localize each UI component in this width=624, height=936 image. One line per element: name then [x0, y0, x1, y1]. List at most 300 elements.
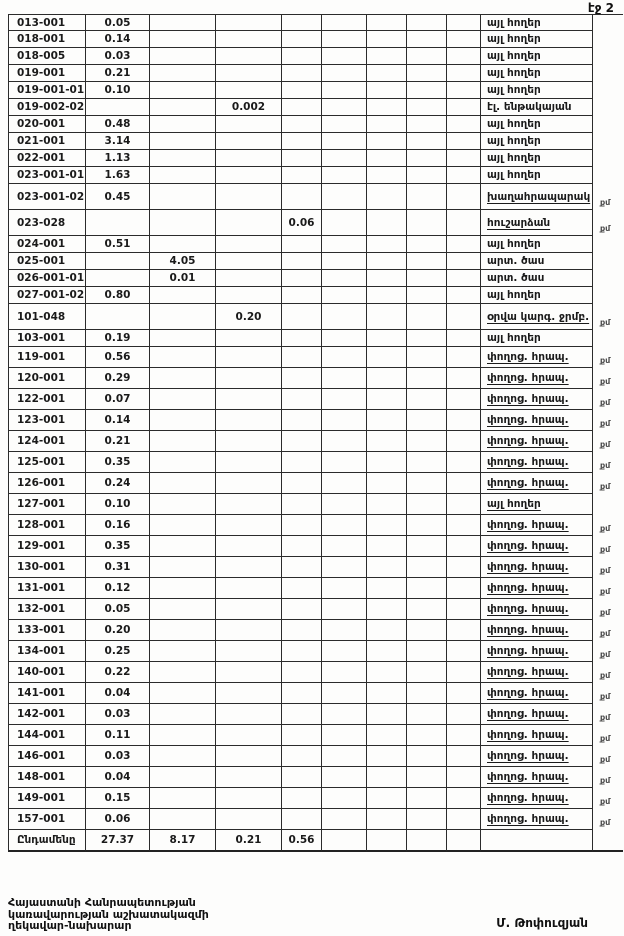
parcel-code-cell: 142-001: [8, 704, 86, 725]
edge-note: [593, 48, 623, 65]
empty-cell: [367, 767, 407, 788]
land-use-label-cell: այլ հողեր: [481, 236, 593, 253]
area-col5-cell: [282, 133, 322, 150]
area-col5-cell: [282, 767, 322, 788]
area-col4-cell: [216, 236, 282, 253]
table-row: [8, 746, 624, 767]
land-use-label-cell: այլ հողեր: [481, 65, 593, 82]
total-col4-cell: 0.21: [216, 830, 282, 852]
empty-cell: [322, 82, 367, 99]
area-col5-cell: [282, 536, 322, 557]
area-col2-cell: 0.03: [86, 704, 150, 725]
empty-cell: [367, 809, 407, 830]
table-row: [8, 410, 624, 431]
area-col5-cell: [282, 641, 322, 662]
edge-note: [593, 236, 623, 253]
land-use-label-cell: փողոց. հրապ.: [481, 347, 593, 368]
table-row: [8, 725, 624, 746]
area-col4-cell: [216, 683, 282, 704]
area-col4-cell: [216, 184, 282, 210]
area-col5-cell: [282, 150, 322, 167]
area-col5-cell: [282, 809, 322, 830]
table-row: [8, 82, 624, 99]
empty-cell: [322, 641, 367, 662]
area-col5-cell: [282, 620, 322, 641]
area-col2-cell: [86, 270, 150, 287]
edge-note: քմ: [600, 545, 611, 554]
land-use-label-cell: այլ հողեր: [481, 31, 593, 48]
land-use-label-cell: փողոց. հրապ.: [481, 368, 593, 389]
table-total-row: [8, 830, 624, 852]
area-col3-cell: [150, 767, 216, 788]
parcel-code-cell: 146-001: [8, 746, 86, 767]
area-col4-cell: [216, 431, 282, 452]
edge-note: [593, 31, 623, 48]
empty-cell: [447, 410, 481, 431]
empty-cell: [367, 304, 407, 330]
table-row: [8, 167, 624, 184]
empty-cell: [407, 662, 447, 683]
empty-cell: [407, 150, 447, 167]
edge-note: [593, 65, 623, 82]
table-row: [8, 236, 624, 253]
land-use-label-cell: այլ հողեր: [481, 48, 593, 65]
empty-cell: [322, 452, 367, 473]
empty-cell: [447, 599, 481, 620]
area-col2-cell: [86, 210, 150, 236]
empty-cell: [447, 253, 481, 270]
area-col5-cell: [282, 389, 322, 410]
area-col2-cell: 0.29: [86, 368, 150, 389]
area-col4-cell: [216, 14, 282, 31]
edge-note: քմ: [600, 692, 611, 701]
area-col4-cell: [216, 536, 282, 557]
empty-cell: [367, 515, 407, 536]
area-col3-cell: [150, 662, 216, 683]
table-row: [8, 494, 624, 515]
area-col3-cell: [150, 704, 216, 725]
empty-cell: [407, 287, 447, 304]
table-row: [8, 662, 624, 683]
land-use-label-cell: փողոց. հրապ.: [481, 578, 593, 599]
area-col3-cell: [150, 330, 216, 347]
empty-cell: [322, 809, 367, 830]
area-col5-cell: [282, 515, 322, 536]
empty-cell: [447, 515, 481, 536]
parcel-code-cell: 021-001: [8, 133, 86, 150]
parcel-code-cell: 027-001-02: [8, 287, 86, 304]
empty-cell: [322, 704, 367, 725]
area-col4-cell: [216, 578, 282, 599]
empty-cell: [407, 210, 447, 236]
parcel-code-cell: 103-001: [8, 330, 86, 347]
edge-note: [593, 167, 623, 184]
area-col2-cell: 0.45: [86, 184, 150, 210]
area-col4-cell: [216, 452, 282, 473]
land-use-label-cell: փողոց. հրապ.: [481, 515, 593, 536]
empty-cell: [322, 620, 367, 641]
empty-cell: [367, 14, 407, 31]
parcel-code-cell: 013-001: [8, 14, 86, 31]
area-col2-cell: 0.56: [86, 347, 150, 368]
empty-cell: [367, 473, 407, 494]
area-col4-cell: [216, 210, 282, 236]
empty-cell: [322, 536, 367, 557]
area-col2-cell: 0.19: [86, 330, 150, 347]
empty-cell: [322, 133, 367, 150]
land-use-label-cell: փողոց. հրապ.: [481, 683, 593, 704]
parcel-code-cell: 019-002-02: [8, 99, 86, 116]
empty-cell: [447, 304, 481, 330]
total-empty-cell: [481, 830, 593, 852]
edge-note: քմ: [600, 713, 611, 722]
parcel-code-cell: 023-001-01: [8, 167, 86, 184]
empty-cell: [322, 473, 367, 494]
table-row: [8, 473, 624, 494]
empty-cell: [322, 184, 367, 210]
empty-cell: [407, 82, 447, 99]
area-col3-cell: [150, 515, 216, 536]
parcel-code-cell: 023-028: [8, 210, 86, 236]
area-col3-cell: [150, 236, 216, 253]
edge-note: [593, 150, 623, 167]
area-col3-cell: [150, 116, 216, 133]
signature-name: Մ. Թոփուզյան: [496, 916, 588, 930]
table-row: [8, 683, 624, 704]
area-col3-cell: [150, 494, 216, 515]
land-use-label-cell: փողոց. հրապ.: [481, 725, 593, 746]
empty-cell: [322, 788, 367, 809]
parcel-code-cell: 025-001: [8, 253, 86, 270]
table-row: [8, 809, 624, 830]
land-use-label-cell: էլ. ենթակայան: [481, 99, 593, 116]
area-col2-cell: 1.63: [86, 167, 150, 184]
edge-note: քմ: [600, 356, 611, 365]
empty-cell: [407, 31, 447, 48]
empty-cell: [322, 767, 367, 788]
parcel-code-cell: 141-001: [8, 683, 86, 704]
land-use-label-cell: այլ հողեր: [481, 167, 593, 184]
table-row: [8, 116, 624, 133]
area-col5-cell: [282, 184, 322, 210]
total-label-cell: Ընդամենը: [8, 830, 86, 852]
empty-cell: [407, 515, 447, 536]
area-col5-cell: [282, 410, 322, 431]
table-row: [8, 347, 624, 368]
area-col5-cell: [282, 330, 322, 347]
edge-note: [593, 14, 623, 31]
area-col5-cell: [282, 65, 322, 82]
empty-cell: [367, 48, 407, 65]
table-row: [8, 788, 624, 809]
table-row: [8, 253, 624, 270]
table-row: [8, 31, 624, 48]
empty-cell: [447, 347, 481, 368]
area-col2-cell: 0.04: [86, 683, 150, 704]
parcel-code-cell: 019-001: [8, 65, 86, 82]
area-col2-cell: 0.05: [86, 599, 150, 620]
area-col4-cell: [216, 65, 282, 82]
empty-cell: [322, 48, 367, 65]
empty-cell: [322, 14, 367, 31]
table-row: [8, 99, 624, 116]
area-col2-cell: 0.35: [86, 536, 150, 557]
area-col5-cell: [282, 431, 322, 452]
table-row: [8, 557, 624, 578]
empty-cell: [322, 287, 367, 304]
area-col4-cell: [216, 116, 282, 133]
table-row: [8, 287, 624, 304]
empty-cell: [322, 31, 367, 48]
area-col4-cell: [216, 788, 282, 809]
empty-cell: [447, 31, 481, 48]
empty-cell: [407, 809, 447, 830]
empty-cell: [447, 473, 481, 494]
area-col2-cell: 0.48: [86, 116, 150, 133]
table-row: [8, 270, 624, 287]
area-col3-cell: [150, 389, 216, 410]
empty-cell: [447, 620, 481, 641]
empty-cell: [322, 578, 367, 599]
table-row: [8, 620, 624, 641]
parcel-code-cell: 018-005: [8, 48, 86, 65]
land-use-label-cell: այլ հողեր: [481, 287, 593, 304]
edge-note: քմ: [600, 318, 611, 327]
edge-note: քմ: [600, 419, 611, 428]
area-col2-cell: 0.10: [86, 494, 150, 515]
empty-cell: [367, 452, 407, 473]
area-col3-cell: [150, 746, 216, 767]
empty-cell: [367, 494, 407, 515]
empty-cell: [447, 368, 481, 389]
edge-note: քմ: [600, 482, 611, 491]
table-row: [8, 389, 624, 410]
empty-cell: [447, 452, 481, 473]
empty-cell: [322, 347, 367, 368]
area-col2-cell: 0.21: [86, 65, 150, 82]
empty-cell: [367, 150, 407, 167]
area-col4-cell: [216, 330, 282, 347]
area-col2-cell: 0.51: [86, 236, 150, 253]
land-use-label-cell: հուշարձան: [481, 210, 593, 236]
area-col5-cell: [282, 347, 322, 368]
edge-note: քմ: [600, 818, 611, 827]
total-col5-cell: 0.56: [282, 830, 322, 852]
empty-cell: [447, 557, 481, 578]
area-col5-cell: [282, 473, 322, 494]
area-col4-cell: [216, 746, 282, 767]
empty-cell: [367, 99, 407, 116]
empty-cell: [322, 253, 367, 270]
empty-cell: [322, 99, 367, 116]
land-use-label-cell: փողոց. հրապ.: [481, 746, 593, 767]
land-use-label-cell: օրվա կարգ. ջրմբ.: [481, 304, 593, 330]
area-col4-cell: [216, 31, 282, 48]
area-col3-cell: [150, 14, 216, 31]
edge-note: [593, 270, 623, 287]
empty-cell: [367, 641, 407, 662]
area-col2-cell: 0.03: [86, 48, 150, 65]
area-col5-cell: [282, 599, 322, 620]
parcel-code-cell: 140-001: [8, 662, 86, 683]
land-use-label-cell: փողոց. հրապ.: [481, 452, 593, 473]
table-row: [8, 452, 624, 473]
total-empty-cell: [367, 830, 407, 852]
edge-note: քմ: [600, 671, 611, 680]
empty-cell: [407, 133, 447, 150]
edge-note: քմ: [600, 377, 611, 386]
footer: [8, 897, 616, 932]
area-col2-cell: 0.14: [86, 410, 150, 431]
footer-line: ղեկավար-նախարար: [8, 919, 132, 932]
empty-cell: [367, 330, 407, 347]
empty-cell: [322, 599, 367, 620]
area-col4-cell: [216, 82, 282, 99]
area-col3-cell: [150, 536, 216, 557]
area-col3-cell: [150, 82, 216, 99]
area-col5-cell: [282, 788, 322, 809]
edge-note: [593, 253, 623, 270]
area-col4-cell: [216, 599, 282, 620]
edge-note: քմ: [600, 755, 611, 764]
empty-cell: [322, 431, 367, 452]
empty-cell: [367, 253, 407, 270]
parcel-code-cell: 125-001: [8, 452, 86, 473]
edge-note: [593, 116, 623, 133]
parcel-code-cell: 022-001: [8, 150, 86, 167]
parcel-code-cell: 120-001: [8, 368, 86, 389]
empty-cell: [407, 473, 447, 494]
table-row: [8, 767, 624, 788]
area-col5-cell: [282, 82, 322, 99]
empty-cell: [447, 578, 481, 599]
parcel-code-cell: 119-001: [8, 347, 86, 368]
empty-cell: [367, 167, 407, 184]
area-col3-cell: [150, 557, 216, 578]
parcel-code-cell: 130-001: [8, 557, 86, 578]
edge-note: քմ: [600, 650, 611, 659]
empty-cell: [407, 452, 447, 473]
area-col2-cell: 0.04: [86, 767, 150, 788]
area-col2-cell: 0.11: [86, 725, 150, 746]
empty-cell: [367, 431, 407, 452]
empty-cell: [447, 116, 481, 133]
empty-cell: [367, 236, 407, 253]
parcel-code-cell: 129-001: [8, 536, 86, 557]
parcel-code-cell: 144-001: [8, 725, 86, 746]
area-col4-cell: [216, 167, 282, 184]
area-col5-cell: [282, 48, 322, 65]
land-use-label-cell: արտ. ծաս: [481, 270, 593, 287]
empty-cell: [447, 133, 481, 150]
empty-cell: [322, 116, 367, 133]
empty-cell: [407, 330, 447, 347]
area-col2-cell: 0.10: [86, 82, 150, 99]
edge-note: [593, 830, 623, 852]
empty-cell: [407, 725, 447, 746]
area-col5-cell: [282, 116, 322, 133]
land-use-label-cell: փողոց. հրապ.: [481, 809, 593, 830]
area-col3-cell: [150, 473, 216, 494]
empty-cell: [367, 599, 407, 620]
parcel-code-cell: 018-001: [8, 31, 86, 48]
area-col2-cell: 0.24: [86, 473, 150, 494]
land-use-label-cell: այլ հողեր: [481, 14, 593, 31]
parcel-code-cell: 157-001: [8, 809, 86, 830]
empty-cell: [407, 116, 447, 133]
empty-cell: [447, 788, 481, 809]
area-col5-cell: [282, 14, 322, 31]
parcel-code-cell: 126-001: [8, 473, 86, 494]
empty-cell: [367, 31, 407, 48]
table-row: [8, 210, 624, 236]
empty-cell: [322, 236, 367, 253]
empty-cell: [322, 494, 367, 515]
table-row: [8, 578, 624, 599]
land-use-label-cell: փողոց. հրապ.: [481, 389, 593, 410]
empty-cell: [447, 746, 481, 767]
empty-cell: [367, 410, 407, 431]
empty-cell: [407, 304, 447, 330]
parcel-code-cell: 124-001: [8, 431, 86, 452]
table-row: [8, 641, 624, 662]
area-col4-cell: [216, 270, 282, 287]
empty-cell: [407, 270, 447, 287]
empty-cell: [322, 746, 367, 767]
empty-cell: [447, 725, 481, 746]
area-col2-cell: 0.22: [86, 662, 150, 683]
total-empty-cell: [447, 830, 481, 852]
empty-cell: [447, 389, 481, 410]
empty-cell: [367, 368, 407, 389]
empty-cell: [407, 641, 447, 662]
area-col3-cell: 0.01: [150, 270, 216, 287]
area-col3-cell: [150, 347, 216, 368]
area-col2-cell: 0.31: [86, 557, 150, 578]
parcel-code-cell: 123-001: [8, 410, 86, 431]
area-col3-cell: [150, 133, 216, 150]
empty-cell: [322, 515, 367, 536]
area-col3-cell: [150, 99, 216, 116]
area-col3-cell: [150, 578, 216, 599]
area-col2-cell: 0.05: [86, 14, 150, 31]
edge-note: քմ: [600, 398, 611, 407]
parcel-code-cell: 101-048: [8, 304, 86, 330]
area-col4-cell: [216, 368, 282, 389]
empty-cell: [407, 557, 447, 578]
area-col4-cell: [216, 725, 282, 746]
parcel-code-cell: 024-001: [8, 236, 86, 253]
table-row: [8, 65, 624, 82]
empty-cell: [447, 683, 481, 704]
table-body: [8, 14, 624, 830]
empty-cell: [367, 389, 407, 410]
empty-cell: [447, 641, 481, 662]
empty-cell: [367, 270, 407, 287]
area-col5-cell: [282, 253, 322, 270]
land-use-label-cell: փողոց. հրապ.: [481, 410, 593, 431]
area-col3-cell: 4.05: [150, 253, 216, 270]
area-col3-cell: [150, 210, 216, 236]
empty-cell: [447, 809, 481, 830]
area-col2-cell: [86, 304, 150, 330]
area-col3-cell: [150, 809, 216, 830]
table-row: [8, 14, 624, 31]
edge-note: [593, 82, 623, 99]
area-col2-cell: 0.25: [86, 641, 150, 662]
empty-cell: [322, 410, 367, 431]
land-use-label-cell: փողոց. հրապ.: [481, 620, 593, 641]
